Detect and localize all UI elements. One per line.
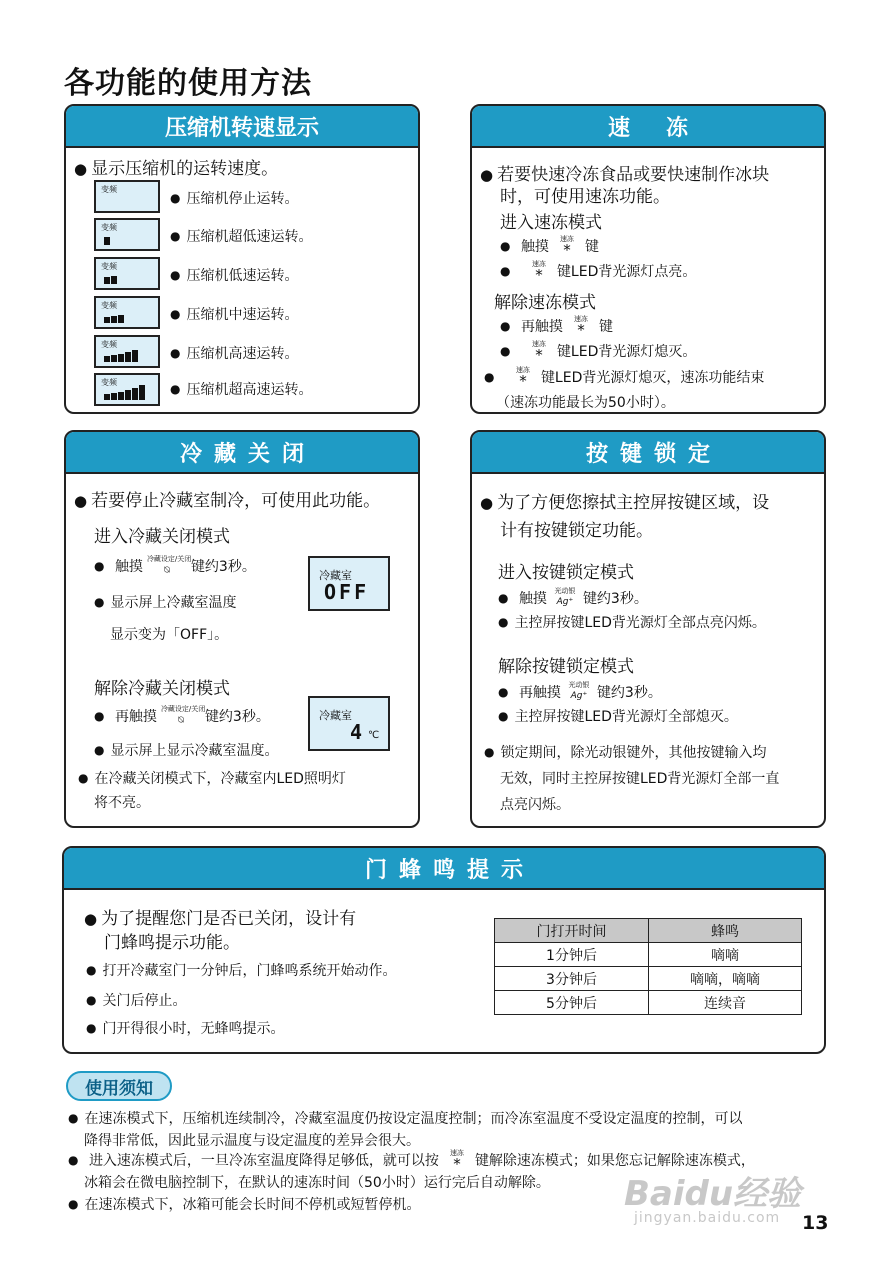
notice-badge: 使用须知 (66, 1071, 172, 1101)
lcd-ultra-high (94, 373, 160, 406)
lcd-value: 4 (350, 720, 366, 744)
door-alarm-item: ● 门开得很小时，无蜂鸣提示。 (86, 1018, 284, 1038)
quick-freeze-enter-heading: 进入速冻模式 (500, 213, 602, 233)
speed-bars (104, 237, 110, 245)
compressor-item: ● 压缩机超低速运转。 (170, 226, 312, 246)
baidu-watermark: Baidu经验 (624, 1174, 802, 1214)
lcd-value: OFF (324, 580, 370, 604)
key-lock-panel (470, 430, 826, 828)
notice-text: 键解除速冻模式；如果您忘记解除速冻模式， (474, 1153, 755, 1169)
baidu-watermark-url: jingyan.baidu.com (634, 1210, 781, 1226)
page-number: 13 (802, 1212, 829, 1234)
step-text: 键 (598, 319, 613, 335)
lcd-label: 变频 (101, 223, 117, 232)
door-alarm-item: ● 打开冷藏室门一分钟后，门蜂鸣系统开始动作。 (86, 960, 396, 980)
lcd-label: 变频 (101, 378, 117, 387)
step-text: 再触摸 (520, 319, 563, 335)
snowflake-icon: * (535, 266, 543, 284)
lcd-low (94, 257, 160, 290)
snowflake-icon: * (563, 241, 571, 259)
door-alarm-lead: ● 为了提醒您门是否已关闭，设计有 (84, 904, 356, 929)
compressor-item: ● 压缩机中速运转。 (170, 304, 298, 324)
key-label: ● 速冻 (531, 260, 546, 268)
table-header-row (495, 919, 802, 943)
key-lock-exit-heading: 解除按键锁定模式 (498, 657, 634, 677)
key-lock-enter-heading: 进入按键锁定模式 (498, 563, 634, 583)
table-cell: 嘀嘀 (649, 943, 802, 967)
snowflake-icon: * (535, 346, 543, 364)
celsius-unit: ℃ (368, 730, 380, 741)
quick-freeze-key[interactable] (525, 341, 553, 363)
table-cell: 3分钟后 (495, 967, 649, 991)
compressor-lead: ● 显示压缩机的运转速度。 (74, 154, 278, 179)
power-off-icon: ⍉ (177, 715, 184, 726)
beep-table (494, 918, 802, 1015)
silver-ion-icon: Ag⁺ (556, 597, 574, 607)
notice-item-1-cont: 降得非常低，因此显示温度与设定温度的差异会很大。 (84, 1133, 420, 1149)
fridge-off-enter-step-2: ● 显示屏上冷藏室温度 (94, 592, 236, 612)
speed-bars (104, 276, 117, 284)
speed-bars (104, 385, 145, 400)
speed-bars (104, 350, 138, 362)
table-row (495, 967, 802, 991)
fridge-off-key[interactable] (146, 555, 192, 578)
quick-freeze-enter-step-2 (500, 261, 696, 283)
quick-freeze-note (484, 367, 764, 389)
lcd-stop (94, 180, 160, 213)
lcd-fridge-off (308, 556, 390, 611)
quick-freeze-enter-step-1 (500, 236, 599, 258)
key-lock-title: 按键锁定 (472, 432, 824, 474)
key-label: ● 速冻 (515, 366, 530, 374)
step-text: 触摸 (520, 239, 549, 255)
step-text: 触摸 (114, 559, 143, 575)
quick-freeze-title: 速冻 (472, 106, 824, 148)
quick-freeze-lead: ● 若要快速冷冻食品或要快速制作冰块 (480, 160, 769, 185)
lcd-label: 冷藏室 (319, 709, 352, 722)
door-alarm-panel (62, 846, 826, 1054)
quick-freeze-key[interactable] (509, 367, 537, 389)
table-header: 蜂鸣 (649, 919, 802, 943)
key-label: 速冻 (559, 235, 574, 243)
fridge-off-exit-step-2: ● 显示屏上显示冷藏室温度。 (94, 740, 278, 760)
key-lock-key[interactable] (565, 682, 593, 704)
table-cell: 嘀嘀，嘀嘀 (649, 967, 802, 991)
fridge-off-enter-heading: 进入冷藏关闭模式 (94, 527, 230, 547)
quick-freeze-key[interactable] (567, 316, 595, 338)
fridge-off-lead: ● 若要停止冷藏室制冷，可使用此功能。 (74, 486, 380, 511)
fridge-off-enter-step-3: 显示变为「OFF」。 (110, 627, 229, 643)
compressor-item: ● 压缩机停止运转。 (170, 188, 298, 208)
notice-text: 进入速冻模式后，一旦冷冻室温度降得足够低，就可以按 (88, 1153, 439, 1169)
table-row (495, 943, 802, 967)
lcd-label: 变频 (101, 185, 117, 194)
page-title: 各功能的使用方法 (64, 66, 312, 101)
silver-ion-icon: Ag⁺ (570, 691, 588, 701)
notice-item-2-cont: 冰箱会在微电脑控制下，在默认的速冻时间（50小时）运行完后自动解除。 (84, 1175, 550, 1191)
compressor-title: 压缩机转速显示 (66, 106, 418, 148)
lcd-label: 变频 (101, 262, 117, 271)
lcd-mid (94, 296, 160, 329)
step-text: 键 (584, 239, 599, 255)
snowflake-icon: * (519, 372, 527, 390)
compressor-item: ● 压缩机超高速运转。 (170, 379, 312, 399)
table-cell: 5分钟后 (495, 991, 649, 1015)
snowflake-icon: * (453, 1155, 461, 1173)
key-label: 光动银 (554, 587, 576, 595)
snowflake-icon: * (577, 321, 585, 339)
table-header: 门打开时间 (495, 919, 649, 943)
fridge-off-enter-step-1 (94, 556, 256, 578)
key-lock-lead: ● 为了方便您擦拭主控屏按键区域，设 (480, 488, 769, 513)
key-lock-lead-2: 计有按键锁定功能。 (500, 521, 653, 541)
quick-freeze-exit-step-2 (500, 341, 696, 363)
step-text: 键约3秒。 (204, 709, 270, 725)
step-text: 键约3秒。 (596, 685, 662, 701)
fridge-off-exit-heading: 解除冷藏关闭模式 (94, 679, 230, 699)
door-alarm-item: ● 关门后停止。 (86, 990, 186, 1010)
step-text: 键约3秒。 (582, 591, 648, 607)
compressor-item: ● 压缩机低速运转。 (170, 265, 298, 285)
notice-item-1: ● 在速冻模式下，压缩机连续制冷，冷藏室温度仍按设定温度控制；而冷冻室温度不受设定温度的控制，可以 (68, 1108, 742, 1128)
key-lock-key[interactable] (551, 588, 579, 610)
key-label: ● 速冻 (531, 340, 546, 348)
key-lock-enter-step-1 (498, 588, 648, 610)
fridge-off-exit-step-1 (94, 706, 270, 728)
key-lock-note-2: 无效，同时主控屏按键LED背光源灯全部一直 (500, 771, 780, 787)
door-alarm-title: 门蜂鸣提示 (64, 848, 824, 890)
table-cell: 1分钟后 (495, 943, 649, 967)
key-lock-enter-step-2: ● 主控屏按键LED背光源灯全部点亮闪烁。 (498, 612, 766, 632)
lcd-ultra-low (94, 218, 160, 251)
lcd-label: 冷藏室 (319, 569, 352, 582)
step-text: 再触摸 (114, 709, 157, 725)
step-text: 再触摸 (518, 685, 561, 701)
quick-freeze-lead-2: 时，可使用速冻功能。 (500, 187, 670, 207)
notice-item-3: ● 在速冻模式下，冰箱可能会长时间不停机或短暂停机。 (68, 1194, 420, 1214)
step-text: 键LED背光源灯点亮。 (556, 264, 697, 280)
note-text: 键LED背光源灯熄灭，速冻功能结束 (540, 370, 765, 386)
key-label: 速冻 (449, 1149, 464, 1157)
key-label: 冷藏设定/关闭 (160, 705, 206, 713)
fridge-off-note: ● 在冷藏关闭模式下，冷藏室内LED照明灯 (78, 768, 346, 788)
quick-freeze-key[interactable] (443, 1150, 471, 1172)
key-label: 速冻 (573, 315, 588, 323)
step-text: 触摸 (518, 591, 547, 607)
key-lock-exit-step-1 (498, 682, 662, 704)
fridge-off-key[interactable] (160, 705, 206, 728)
quick-freeze-exit-step-1 (500, 316, 613, 338)
lcd-label: 变频 (101, 340, 117, 349)
fridge-off-title: 冷藏关闭 (66, 432, 418, 474)
fridge-off-note-2: 将不亮。 (94, 795, 150, 811)
step-text: 键LED背光源灯熄灭。 (556, 344, 697, 360)
key-lock-note: ● 锁定期间，除光动银键外，其他按键输入均 (484, 742, 766, 762)
step-text: 键约3秒。 (190, 559, 256, 575)
compressor-panel (64, 104, 420, 414)
lcd-high (94, 335, 160, 368)
compressor-item: ● 压缩机高速运转。 (170, 343, 298, 363)
speed-bars (104, 315, 124, 323)
lcd-fridge-temp (308, 696, 390, 751)
key-lock-note-3: 点亮闪烁。 (500, 797, 570, 813)
quick-freeze-key[interactable] (553, 236, 581, 258)
door-alarm-lead-2: 门蜂鸣提示功能。 (104, 933, 240, 953)
quick-freeze-key[interactable] (525, 261, 553, 283)
lcd-label: 变频 (101, 301, 117, 310)
power-off-icon: ⍉ (163, 565, 170, 576)
table-cell: 连续音 (649, 991, 802, 1015)
key-label: 冷藏设定/关闭 (146, 555, 192, 563)
quick-freeze-exit-heading: 解除速冻模式 (494, 293, 596, 313)
table-row (495, 991, 802, 1015)
fridge-off-panel (64, 430, 420, 828)
key-label: 光动银 (568, 681, 590, 689)
quick-freeze-note-2: （速冻功能最长为50小时）。 (496, 395, 675, 411)
key-lock-exit-step-2: ● 主控屏按键LED背光源灯全部熄灭。 (498, 706, 738, 726)
quick-freeze-panel (470, 104, 826, 414)
